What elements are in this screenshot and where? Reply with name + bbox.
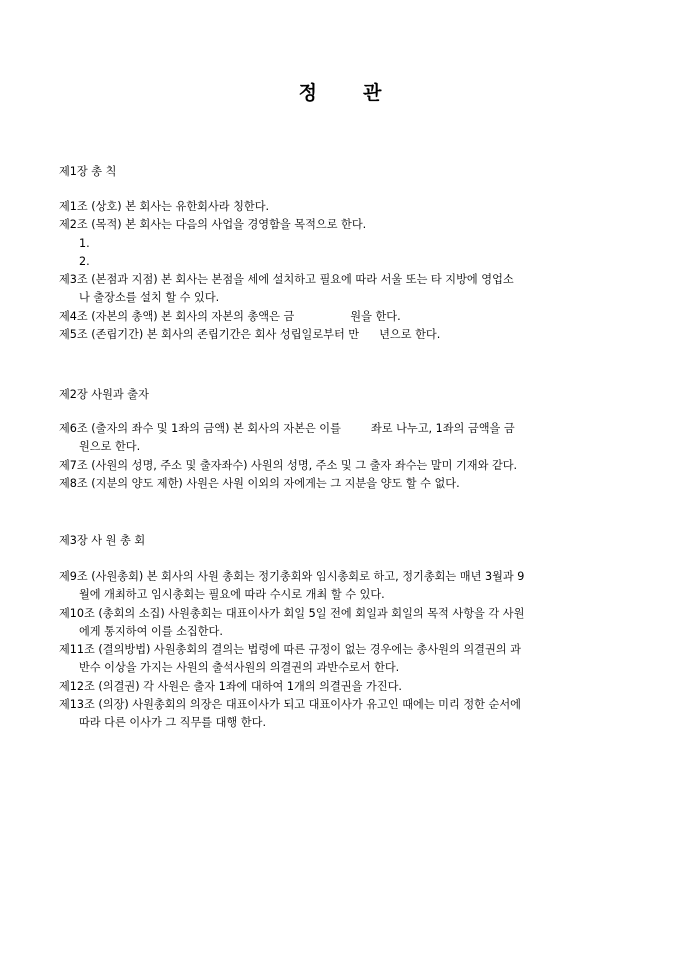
article-13 [59, 696, 625, 733]
article-13-line-1: 제13조 (의장) 사원총회의 의장은 대표이사가 되고 대표이사가 유고인 때에는 미리 정한 순서에 [59, 698, 521, 712]
article-3 [59, 271, 625, 308]
article-6 [59, 420, 625, 457]
chapter-2-heading: 제2장 사원과 출자 [59, 388, 149, 401]
article-9-line-2: 월에 개최하고 임시총회는 필요에 따라 수시로 개최 할 수 있다. [79, 588, 385, 602]
article-2: 제2조 (목적) 본 회사는 다음의 사업을 경영함을 목적으로 한다. [59, 218, 367, 232]
article-13-line-2: 따라 다른 이사가 그 직무를 대행 한다. [79, 716, 267, 730]
article-10-line-1: 제10조 (총회의 소집) 사원총회는 대표이사가 회일 5일 전에 회일과 회일의 목적 사항을 각 사원 [59, 606, 525, 620]
chapter-1-heading: 제1장 총 칙 [59, 165, 117, 178]
chapter-3-articles [59, 568, 625, 733]
article-4 [59, 308, 625, 326]
article-4-text-a: 제4조 (자본의 총액) 본 회사의 자본의 총액은 금 [59, 309, 295, 323]
chapter-3-heading: 제3장 사 원 총 회 [59, 534, 146, 547]
article-9-line-1: 제9조 (사원총회) 본 회사의 사원 총회는 정기총회와 임시총회로 하고, 정기총회는 매년 3월과 9 [59, 570, 525, 583]
title-char-2: 관 [363, 82, 382, 104]
document-title [0, 78, 680, 105]
article-10-line-2: 에게 통지하여 이를 소집한다. [79, 624, 223, 638]
chapter-2 [59, 386, 625, 404]
article-3-line-2: 나 출장소를 설치 할 수 있다. [79, 291, 220, 305]
title-char-1: 정 [298, 82, 317, 104]
article-6-line-1 [59, 420, 625, 438]
article-11-line-1: 제11조 (결의방법) 사원총회의 결의는 법령에 따른 규정이 없는 경우에는 총사원의 의결권의 과 [59, 643, 521, 657]
article-1: 제1조 (상호) 본 회사는 유한회사라 칭한다. [59, 200, 270, 213]
article-8: 제8조 (지분의 양도 제한) 사원은 사원 이외의 자에게는 그 지분을 양도 할 수 없다. [59, 476, 460, 490]
article-6-line-2: 원으로 한다. [79, 440, 141, 454]
article-5-text-b: 년으로 한다. [379, 328, 441, 342]
chapter-1-articles [59, 198, 625, 344]
article-12: 제12조 (의결권) 각 사원은 출자 1좌에 대하여 1개의 의결권을 가진다. [59, 679, 402, 693]
article-10 [59, 605, 625, 642]
article-6-text-b: 좌로 나누고, 1좌의 금액을 금 [370, 422, 515, 435]
article-11-line-2: 반수 이상을 가지는 사원의 출석사원의 의결권의 과반수로서 한다. [79, 661, 400, 675]
chapter-1 [59, 163, 625, 181]
article-9 [59, 568, 625, 605]
chapter-3 [59, 532, 625, 550]
chapter-2-articles [59, 420, 625, 493]
article-5-text-a: 제5조 (존립기간) 본 회사의 존립기간은 회사 성립일로부터 만 [59, 328, 360, 342]
article-4-text-b: 원을 한다. [350, 309, 401, 323]
article-6-text-a: 제6조 (출자의 좌수 및 1좌의 금액) 본 회사의 자본은 이를 [59, 422, 341, 435]
article-5 [59, 326, 625, 344]
article-7: 제7조 (사원의 성명, 주소 및 출자좌수) 사원의 성명, 주소 및 그 출자 좌수는 말미 기재와 같다. [59, 458, 518, 472]
article-2-item-2: 2. [79, 254, 90, 268]
article-11 [59, 641, 625, 678]
article-3-line-1: 제3조 (본점과 지점) 본 회사는 본점을 세에 설치하고 필요에 따라 서울 또는 타 지방에 영업소 [59, 273, 514, 287]
article-2-item-1: 1. [79, 236, 90, 250]
